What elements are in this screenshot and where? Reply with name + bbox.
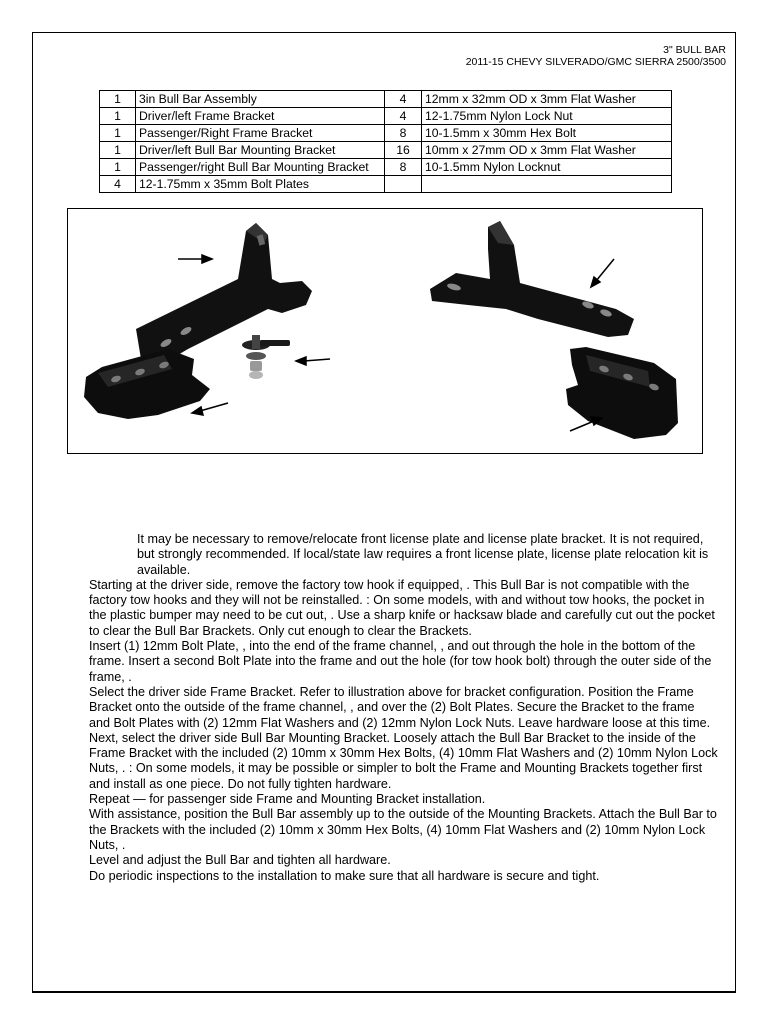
- hardware-qty: 8: [385, 125, 422, 142]
- part-description: 12-1.75mm x 35mm Bolt Plates: [136, 176, 385, 193]
- part-qty: 1: [100, 108, 136, 125]
- instruction-step: Starting at the driver side, remove the factory tow hook if equipped, . This Bull Bar is not compatible with the factory tow hooks and they will not be reinstalled. : On some models, with and without tow hooks, the pocket in the plastic bumper may need to be cut out, . Use a sharp knife or hacksaw blade and carefully cut out the pocket to clear the Bull Bar Brackets. Only cut enough to clear the Brackets.: [89, 577, 715, 638]
- hardware-description: 10-1.5mm Nylon Locknut: [422, 159, 672, 176]
- instruction-step: Repeat — for passenger side Frame and Mounting Bracket installation.: [89, 792, 486, 807]
- installation-instructions: [89, 532, 719, 884]
- header-vehicle: 2011-15 CHEVY SILVERADO/GMC SIERRA 2500/3500: [465, 56, 726, 68]
- bottom-rule: [32, 991, 736, 993]
- arrow-icon: [296, 357, 330, 365]
- parts-row: [100, 108, 672, 125]
- part-description: Driver/left Frame Bracket: [136, 108, 385, 125]
- hardware-qty: 4: [385, 91, 422, 108]
- hardware-description: 10-1.5mm x 30mm Hex Bolt: [422, 125, 672, 142]
- part-qty: 1: [100, 91, 136, 108]
- part-description: Passenger/right Bull Bar Mounting Bracket: [136, 159, 385, 176]
- hardware-description: 12mm x 32mm OD x 3mm Flat Washer: [422, 91, 672, 108]
- hardware-description: 10mm x 27mm OD x 3mm Flat Washer: [422, 142, 672, 159]
- hardware-qty: 4: [385, 108, 422, 125]
- bolt-plate-hardware: [242, 335, 290, 379]
- driver-mounting-bracket: [84, 349, 210, 419]
- hardware-description: [422, 176, 672, 193]
- hardware-qty: 8: [385, 159, 422, 176]
- instruction-step: Level and adjust the Bull Bar and tighten all hardware.: [89, 853, 391, 868]
- instruction-step: Next, select the driver side Bull Bar Mounting Bracket. Loosely attach the Bull Bar Bracket to the inside of the Frame Bracket with the included (2) 10mm x 30mm Hex Bolts, (4) 10mm Flat Washers and (2) 10mm Nylon Lock Nuts, . : On some models, it may be possible or simpler to bolt the Frame and Mounting Brackets together first and install as one piece. Do not fully tighten hardware.: [89, 730, 718, 791]
- part-description: Driver/left Bull Bar Mounting Bracket: [136, 142, 385, 159]
- parts-row: [100, 142, 672, 159]
- driver-frame-bracket: [136, 223, 312, 369]
- instruction-step: It may be necessary to remove/relocate front license plate and license plate bracket. It is not required, but strongly recommended. If local/state law requires a front license plate, license plate relocation kit is available.: [137, 532, 709, 577]
- part-qty: 1: [100, 125, 136, 142]
- part-description: Passenger/Right Frame Bracket: [136, 125, 385, 142]
- instruction-step: Insert (1) 12mm Bolt Plate, , into the end of the frame channel, , and out through the hole in the bottom of the frame. Insert a second Bolt Plate into the frame and out the hole (for tow hook bolt) through the outer side of the frame, .: [89, 639, 712, 684]
- arrow-icon: [178, 255, 212, 263]
- arrow-icon: [192, 403, 228, 415]
- instruction-step: Do periodic inspections to the installation to make sure that all hardware is secure and tight.: [89, 868, 600, 883]
- bracket-illustration: [68, 209, 704, 455]
- parts-row: [100, 125, 672, 142]
- part-qty: 4: [100, 176, 136, 193]
- part-qty: 1: [100, 142, 136, 159]
- instruction-step: With assistance, position the Bull Bar assembly up to the outside of the Mounting Brackets. Attach the Bull Bar to the Brackets with the included (2) 10mm x 30mm Hex Bolts, (4) 10mm Flat Washers and (2) 10mm Nylon Lock Nuts, .: [89, 807, 717, 852]
- hardware-qty: 16: [385, 142, 422, 159]
- bracket-photo: [67, 208, 703, 454]
- parts-row: [100, 159, 672, 176]
- parts-row: [100, 176, 672, 193]
- part-qty: 1: [100, 159, 136, 176]
- parts-list-table: [99, 90, 672, 193]
- parts-row: [100, 91, 672, 108]
- document-header: [466, 44, 726, 68]
- header-product: 3" BULL BAR: [663, 44, 726, 56]
- passenger-frame-bracket: [430, 221, 634, 337]
- arrow-icon: [591, 259, 614, 287]
- instruction-step: Select the driver side Frame Bracket. Refer to illustration above for bracket configuration. Position the Frame Bracket onto the outside of the frame channel, , and over the (2) Bolt Plates. Secure the Bracket to the frame and Bolt Plates with (2) 12mm Flat Washers and (2) 12mm Nylon Lock Nuts. Leave hardware loose at this time.: [89, 684, 711, 730]
- hardware-description: 12-1.75mm Nylon Lock Nut: [422, 108, 672, 125]
- hardware-qty: [385, 176, 422, 193]
- part-description: 3in Bull Bar Assembly: [136, 91, 385, 108]
